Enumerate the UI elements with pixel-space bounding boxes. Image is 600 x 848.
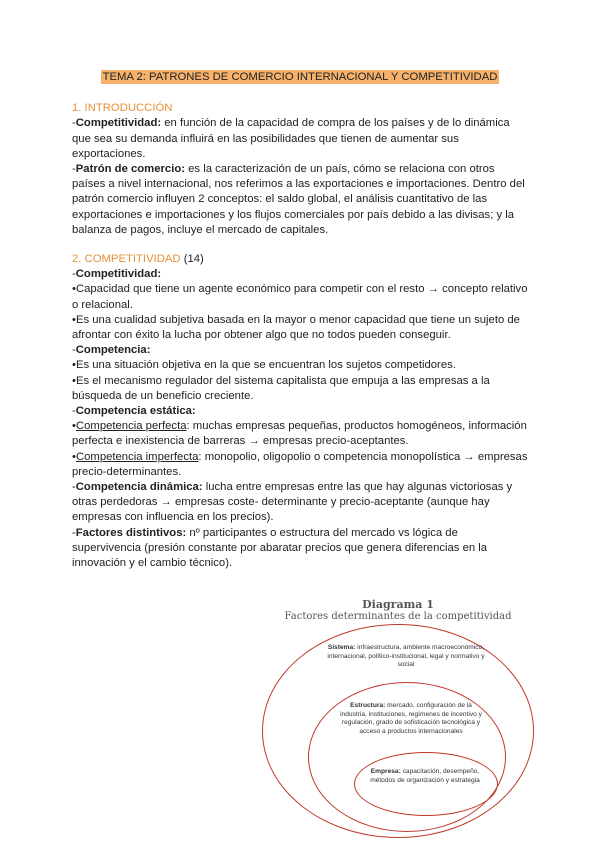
- text-empresa: [360, 768, 490, 785]
- title-wrap: [72, 70, 528, 85]
- label-imperfecta: Competencia imperfecta: [75, 450, 199, 463]
- term-estructura: Estructura:: [350, 702, 386, 709]
- desc-sistema: infraestructura, ambiente macroeconómico, internacional, político-institucional, legal y normativo y social: [327, 644, 485, 669]
- paragraph-patron-comercio: -Patrón de comercio: es la caracterización de un país, cómo se relaciona con otros países a nivel internacional, nos referimos a las exportaciones e importaciones. Dentro del patrón comercio influyen 2 conceptos: el saldo global, el análisis cuantitativo de las exportaciones e importaciones y los flujos comerciales por país debido a las divisas; y la balanza de pagos, incluye el mercado de capitales.: [72, 163, 525, 236]
- section-heading-introduccion: 1. INTRODUCCIÓN: [72, 102, 173, 115]
- document-page: [72, 70, 528, 571]
- text-perfecta: : muchas empresas pequeñas, productos homogéneos, información perfecta e inexistencia de barreras → empresas precio-aceptantes.: [72, 420, 527, 448]
- term-competencia: Competencia:: [75, 344, 151, 357]
- term-empresa: Empresa:: [370, 768, 401, 775]
- label-perfecta: Competencia perfecta: [75, 420, 187, 433]
- bullet-perfecta: •Competencia perfecta: muchas empresas pequeñas, productos homogéneos, información perfecta e inexistencia de barreras → empresas precio-aceptantes.: [72, 420, 527, 448]
- term-competitividad-2: Competitividad:: [75, 268, 162, 281]
- subheading-competitividad: -Competitividad:: [72, 268, 162, 281]
- term-sistema: Sistema:: [327, 644, 356, 651]
- diagram-factores: [258, 598, 538, 838]
- text-patron-comercio: es la caracterización de un país, cómo se relaciona con otros países a nivel internacional, nos referimos a las exportaciones e importaciones. Dentro del patrón comercio influyen 2 conceptos: el saldo global, el análisis cuantitativo de las exportaciones e importaciones y los flujos comerciales por país debido a las divisas; y la balanza de pagos, incluye el mercado de capitales.: [72, 163, 525, 236]
- paragraph-dinamica: -Competencia dinámica: lucha entre empresas entre las que hay algunas victoriosas y otras perdedoras → empresas coste- determinante y precio-aceptante (aunque hay empresas con influencia en los precios).: [72, 481, 513, 524]
- section-heading-competitividad: [72, 252, 528, 267]
- text-factores: nº participantes o estructura del mercado vs lógica de supervivencia (presión constante por abaratar precios que genera diferencias en la innovación y el cambio técnico).: [72, 526, 488, 570]
- document-title: TEMA 2: PATRONES DE COMERCIO INTERNACIONAL Y COMPETITIVIDAD: [102, 71, 498, 83]
- diagram-title: Diagrama 1: [362, 598, 434, 611]
- text-estructura: [336, 702, 486, 736]
- bullet-3: •Es una situación objetiva en la que se encuentran los sujetos competidores.: [72, 359, 456, 372]
- term-dinamica: Competencia dinámica:: [75, 481, 203, 494]
- term-factores: Factores distintivos:: [75, 526, 187, 539]
- term-competitividad: Competitividad:: [75, 117, 162, 130]
- subheading-estatica: -Competencia estática:: [72, 405, 196, 418]
- bullet-2: •Es una cualidad subjetiva basada en la mayor o menor capacidad que tiene un sujeto de afrontar con éxito la lucha por obtener algo que no todos pueden conseguir.: [72, 313, 520, 342]
- bullet-1: •Capacidad que tiene un agente económico para competir con el resto → concepto relativo o relacional.: [72, 283, 528, 311]
- subheading-competencia: -Competencia:: [72, 344, 151, 357]
- diagram-subtitle: Factores determinantes de la competitividad: [284, 611, 512, 622]
- text-dinamica: lucha entre empresas entre las que hay algunas victoriosas y otras perdedoras → empresas coste- determinante y precio-aceptante (aunque hay empresas con influencia en los precios).: [72, 481, 513, 524]
- heading-text: 2. COMPETITIVIDAD: [72, 253, 181, 266]
- bullet-imperfecta: •Competencia imperfecta: monopolio, oligopolio o competencia monopolística → empresas precio-determinantes.: [72, 450, 528, 478]
- desc-empresa: capacitación, desempeño, métodos de organización y estrategia: [370, 768, 480, 784]
- term-patron-comercio: Patrón de comercio:: [75, 163, 185, 176]
- text-sistema: [326, 644, 486, 670]
- paragraph-factores: -Factores distintivos: nº participantes o estructura del mercado vs lógica de supervivencia (presión constante por abaratar precios que genera diferencias en la innovación y el cambio técnico).: [72, 526, 488, 570]
- bullet-4: •Es el mecanismo regulador del sistema capitalista que empuja a las empresas a la búsqueda de un beneficio creciente.: [72, 374, 490, 402]
- heading-number: (14): [180, 253, 204, 266]
- paragraph-competitividad: -Competitividad: en función de la capacidad de compra de los países y de lo dinámica que sea su demanda influirá en las posibilidades que tienen de aumentar sus exportaciones.: [72, 117, 510, 160]
- term-estatica: Competencia estática:: [75, 405, 196, 418]
- text-imperfecta: : monopolio, oligopolio o competencia monopolística → empresas precio-determinantes.: [72, 450, 528, 478]
- desc-estructura: mercado, configuración de la industria, instituciones, regímenes de incentivo y regulación, grado de sofisticación tecnológica y acceso a productos internacionales: [340, 702, 482, 735]
- text-competitividad: en función de la capacidad de compra de los países y de lo dinámica que sea su demanda influirá en las posibilidades que tienen de aumentar sus exportaciones.: [72, 117, 510, 160]
